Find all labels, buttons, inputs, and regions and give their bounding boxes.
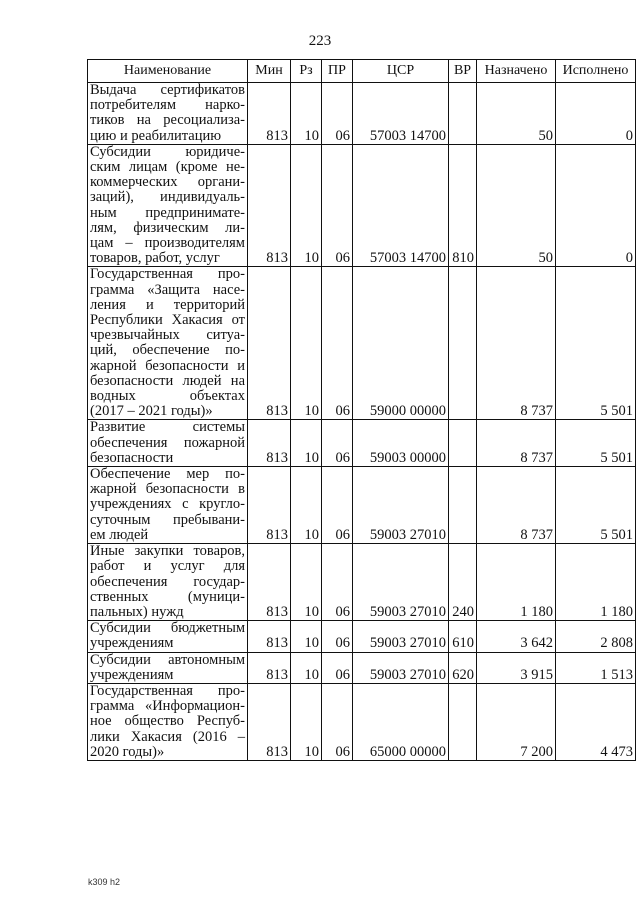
cell-name: [88, 267, 248, 420]
name-line: Государственная про-: [90, 266, 245, 283]
name-line: ственных (муници-: [90, 588, 245, 605]
cell-rz: 10: [291, 544, 322, 621]
table-row: [88, 544, 636, 621]
name-line: заций), индивидуаль-: [90, 189, 245, 206]
name-line: безопасности: [90, 449, 174, 466]
table-row: [88, 467, 636, 544]
cell-pr: 06: [322, 83, 353, 145]
name-line: работ и услуг для: [90, 558, 245, 575]
cell-csr: 59003 27010: [353, 544, 449, 621]
name-line: Развитие системы: [90, 419, 245, 436]
name-line: учреждениям: [90, 666, 174, 683]
cell-min: 813: [248, 544, 291, 621]
name-line: Обеспечение мер по-: [90, 466, 245, 483]
table-body: [88, 83, 636, 761]
cell-vr: 620: [449, 652, 477, 683]
cell-assigned: 50: [477, 144, 556, 267]
name-line: грамма «Защита насе-: [90, 281, 245, 298]
name-line: грамма «Информацион-: [90, 698, 245, 715]
cell-pr: 06: [322, 544, 353, 621]
cell-rz: 10: [291, 144, 322, 267]
header-rz: Рз: [291, 60, 322, 83]
cell-name: [88, 652, 248, 683]
cell-pr: 06: [322, 267, 353, 420]
cell-assigned: 3 642: [477, 621, 556, 652]
budget-table: [87, 59, 636, 761]
page-number: 223: [308, 33, 332, 49]
name-line: Субсидии автономным: [90, 652, 245, 668]
cell-assigned: 8 737: [477, 420, 556, 467]
name-line: чрезвычайных ситуа-: [90, 327, 245, 344]
name-line: ным предпринимате-: [90, 204, 245, 221]
cell-executed: 1 180: [556, 544, 636, 621]
cell-name: [88, 144, 248, 267]
cell-pr: 06: [322, 420, 353, 467]
cell-pr: 06: [322, 144, 353, 267]
cell-min: 813: [248, 144, 291, 267]
cell-min: 813: [248, 467, 291, 544]
cell-executed: 2 808: [556, 621, 636, 652]
name-line: обеспечения пожарной: [90, 434, 245, 451]
cell-rz: 10: [291, 420, 322, 467]
cell-assigned: 8 737: [477, 467, 556, 544]
cell-vr: 610: [449, 621, 477, 652]
name-line: (2017 – 2021 годы)»: [90, 403, 213, 420]
cell-name: [88, 83, 248, 145]
cell-csr: 59003 27010: [353, 621, 449, 652]
name-line: цию и реабилитацию: [90, 127, 222, 144]
name-line: цам – производителям: [90, 235, 245, 252]
cell-executed: 4 473: [556, 683, 636, 760]
name-line: тиков на ресоциализа-: [90, 112, 245, 129]
cell-executed: 0: [556, 144, 636, 267]
cell-csr: 59003 00000: [353, 420, 449, 467]
cell-vr: [449, 83, 477, 145]
cell-vr: 240: [449, 544, 477, 621]
cell-assigned: 8 737: [477, 267, 556, 420]
cell-assigned: 1 180: [477, 544, 556, 621]
cell-csr: 57003 14700: [353, 144, 449, 267]
name-line: безопасности людей на: [90, 372, 245, 389]
cell-rz: 10: [291, 683, 322, 760]
cell-vr: [449, 467, 477, 544]
cell-executed: 5 501: [556, 267, 636, 420]
cell-name: [88, 544, 248, 621]
cell-csr: 59000 00000: [353, 267, 449, 420]
header-name: Наименование: [88, 60, 248, 83]
cell-executed: 0: [556, 83, 636, 145]
name-line: ное общество Респуб-: [90, 713, 245, 730]
cell-pr: 06: [322, 683, 353, 760]
name-line: обеспечения государ-: [90, 573, 245, 590]
cell-name: [88, 621, 248, 652]
cell-vr: [449, 420, 477, 467]
cell-min: 813: [248, 683, 291, 760]
name-line: лики Хакасия (2016 –: [90, 728, 245, 745]
cell-rz: 10: [291, 652, 322, 683]
name-line: ления и территорий: [90, 296, 245, 313]
cell-rz: 10: [291, 83, 322, 145]
name-line: Субсидии бюджетным: [90, 620, 245, 637]
cell-name: [88, 683, 248, 760]
table-row: [88, 144, 636, 267]
header-min: Мин: [248, 60, 291, 83]
cell-pr: 06: [322, 621, 353, 652]
cell-rz: 10: [291, 267, 322, 420]
cell-executed: 5 501: [556, 420, 636, 467]
name-line: 2020 годы)»: [90, 743, 165, 760]
cell-vr: 810: [449, 144, 477, 267]
cell-vr: [449, 683, 477, 760]
name-line: жарной безопасности в: [90, 481, 245, 498]
cell-min: 813: [248, 267, 291, 420]
cell-min: 813: [248, 420, 291, 467]
name-line: коммерческих органи-: [90, 174, 245, 191]
header-row: [88, 60, 636, 83]
header-assigned: Назначено: [477, 60, 556, 83]
table-row: [88, 83, 636, 145]
cell-name: [88, 420, 248, 467]
cell-assigned: 50: [477, 83, 556, 145]
name-line: Государственная про-: [90, 683, 245, 699]
cell-rz: 10: [291, 467, 322, 544]
name-line: ем людей: [90, 526, 149, 543]
cell-vr: [449, 267, 477, 420]
cell-executed: 1 513: [556, 652, 636, 683]
cell-csr: 59003 27010: [353, 652, 449, 683]
name-line: учреждениям: [90, 635, 174, 652]
table-row: [88, 683, 636, 760]
name-line: ским лицам (кроме не-: [90, 159, 245, 176]
cell-assigned: 3 915: [477, 652, 556, 683]
cell-min: 813: [248, 83, 291, 145]
name-line: ций, обеспечение по-: [90, 342, 245, 359]
cell-csr: 65000 00000: [353, 683, 449, 760]
cell-executed: 5 501: [556, 467, 636, 544]
header-vr: ВР: [449, 60, 477, 83]
cell-assigned: 7 200: [477, 683, 556, 760]
header-executed: Исполнено: [556, 60, 636, 83]
name-line: суточным пребывани-: [90, 511, 245, 528]
cell-min: 813: [248, 621, 291, 652]
table-row: [88, 267, 636, 420]
table-row: [88, 652, 636, 683]
name-line: Выдача сертификатов: [90, 82, 245, 98]
name-line: водных объектах: [90, 388, 245, 405]
name-line: товаров, работ, услуг: [90, 250, 220, 267]
header-pr: ПР: [322, 60, 353, 83]
cell-name: [88, 467, 248, 544]
cell-pr: 06: [322, 652, 353, 683]
cell-pr: 06: [322, 467, 353, 544]
cell-rz: 10: [291, 621, 322, 652]
name-line: пальных) нужд: [90, 603, 184, 620]
name-line: Субсидии юридиче-: [90, 144, 245, 160]
cell-csr: 59003 27010: [353, 467, 449, 544]
name-line: лям, физическим ли-: [90, 219, 245, 236]
name-line: потребителям нарко-: [90, 97, 245, 114]
footer-code: k309 h2: [88, 877, 121, 887]
name-line: учреждениях с кругло-: [90, 496, 245, 513]
name-line: Иные закупки товаров,: [90, 543, 245, 560]
cell-csr: 57003 14700: [353, 83, 449, 145]
cell-min: 813: [248, 652, 291, 683]
name-line: Республики Хакасия от: [90, 312, 245, 329]
table-row: [88, 621, 636, 652]
name-line: жарной безопасности и: [90, 357, 245, 374]
table-row: [88, 420, 636, 467]
header-csr: ЦСР: [353, 60, 449, 83]
